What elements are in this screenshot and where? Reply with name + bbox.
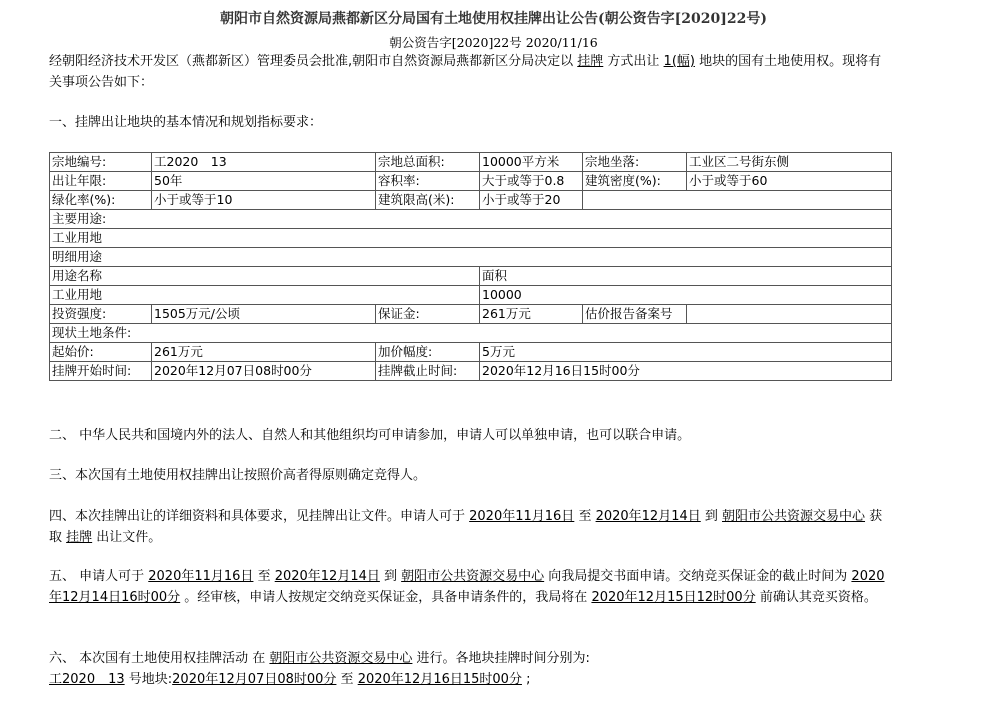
s5-confirm-time: 2020年12月15日12时00分 [591, 590, 756, 605]
table-row [50, 248, 892, 267]
intro-text-2: 方式出让 [603, 54, 664, 69]
s6-text: ; [521, 672, 531, 687]
s5-text: 至 [253, 569, 275, 584]
table-row [50, 267, 892, 286]
s6-parcel-no: 工2020 13 [49, 672, 125, 687]
cell-value: 工2020 13 [152, 153, 376, 172]
table-row [50, 324, 892, 343]
cell-value: 大于或等于0.8 [480, 172, 583, 191]
s6-text: 号地块: [124, 672, 173, 687]
table-row [50, 153, 892, 172]
s6-text: 进行。各地块挂牌时间分别为: [412, 651, 590, 666]
cell-value: 小于或等于10 [152, 191, 376, 210]
cell-value: 261万元 [480, 305, 583, 324]
transfer-method: 挂牌 [577, 54, 604, 69]
cell-value: 小于或等于60 [687, 172, 892, 191]
cell-label: 投资强度: [50, 305, 152, 324]
parcel-count: 1(幅) [663, 54, 695, 69]
intro-text-3: 地块的国有土地使用权。现将有关事项公告如下： [49, 54, 882, 90]
cell-label: 明细用途 [50, 248, 892, 267]
cell-label: 出让年限: [50, 172, 152, 191]
cell-value: 工业区二号街东侧 [687, 153, 892, 172]
table-row [50, 286, 892, 305]
cell-label: 主要用途: [50, 210, 892, 229]
s4-start-date: 2020年11月16日 [469, 509, 575, 524]
table-row [50, 210, 892, 229]
s4-text: 出让文件。 [92, 530, 162, 545]
cell-empty [687, 305, 892, 324]
s6-place: 朝阳市公共资源交易中心 [269, 651, 413, 666]
cell-label: 起始价: [50, 343, 152, 362]
s4-place: 朝阳市公共资源交易中心 [722, 509, 866, 524]
table-row [50, 362, 892, 381]
document-number: 朝公资告字[2020]22号 2020/11/16 [389, 35, 598, 50]
parcel-info-table [49, 152, 892, 381]
s5-text: 向我局提交书面申请。交纳竞买保证金的截止时间为 [544, 569, 852, 584]
cell-label: 估价报告备案号 [583, 305, 687, 324]
cell-label: 用途名称 [50, 267, 480, 286]
cell-label: 绿化率(%): [50, 191, 152, 210]
cell-label: 面积 [480, 267, 892, 286]
page-title: 朝阳市自然资源局燕都新区分局国有土地使用权挂牌出让公告(朝公资告字[2020]22号) [220, 11, 767, 27]
s5-place: 朝阳市公共资源交易中心 [401, 569, 545, 584]
cell-value: 261万元 [152, 343, 376, 362]
cell-value: 5万元 [480, 343, 892, 362]
cell-label: 建筑密度(%): [583, 172, 687, 191]
cell-value: 小于或等于20 [480, 191, 583, 210]
section-4-paragraph [49, 506, 894, 548]
s4-text: 获取 [49, 509, 883, 545]
cell-value: 10000平方米 [480, 153, 583, 172]
cell-empty [583, 191, 892, 210]
cell-label: 挂牌截止时间: [376, 362, 480, 381]
s6-text: 六、 本次国有土地使用权挂牌活动 在 [49, 651, 270, 666]
section-3-paragraph: 三、本次国有土地使用权挂牌出让按照价高者得原则确定竞得人。 [49, 468, 427, 483]
s6-end-time: 2020年12月16日15时00分 [357, 672, 522, 687]
s4-text: 到 [700, 509, 723, 524]
section-2-paragraph: 二、 中华人民共和国境内外的法人、自然人和其他组织均可申请参加，申请人可以单独申请，也可以联合申请。 [49, 428, 691, 443]
section-5-paragraph [49, 566, 894, 608]
cell-label: 建筑限高(米): [376, 191, 480, 210]
s5-deposit-deadline: 2020年12月14日16时00分 [49, 569, 885, 605]
cell-label: 挂牌开始时间: [50, 362, 152, 381]
cell-label: 保证金: [376, 305, 480, 324]
cell-label: 宗地编号: [50, 153, 152, 172]
cell-label: 宗地坐落: [583, 153, 687, 172]
intro-text-1: 经朝阳经济技术开发区（燕都新区）管理委员会批准,朝阳市自然资源局燕都新区分局决定以 [49, 54, 578, 69]
cell-value: 1505万元/公顷 [152, 305, 376, 324]
s5-text: 五、 申请人可于 [49, 569, 149, 584]
section-6-paragraph [49, 648, 894, 690]
cell-label: 容积率: [376, 172, 480, 191]
table-row [50, 305, 892, 324]
s4-text: 至 [574, 509, 596, 524]
s5-text: 。经审核，申请人按规定交纳竞买保证金，具备申请条件的，我局将在 [180, 590, 592, 605]
cell-value: 工业用地 [50, 286, 480, 305]
s4-method: 挂牌 [66, 530, 93, 545]
table-row [50, 191, 892, 210]
s5-text: 前确认其竞买资格。 [755, 590, 877, 605]
s6-text: 至 [336, 672, 358, 687]
cell-value: 2020年12月16日15时00分 [480, 362, 892, 381]
s5-text: 到 [379, 569, 402, 584]
cell-label: 现状土地条件: [50, 324, 892, 343]
intro-paragraph [49, 51, 894, 93]
table-row [50, 172, 892, 191]
cell-value: 10000 [480, 286, 892, 305]
section-1-heading: 一、挂牌出让地块的基本情况和规划指标要求： [49, 115, 323, 130]
s5-start-date: 2020年11月16日 [148, 569, 254, 584]
table-row [50, 343, 892, 362]
table-row [50, 229, 892, 248]
s6-start-time: 2020年12月07日08时00分 [172, 672, 337, 687]
cell-label: 加价幅度: [376, 343, 480, 362]
cell-label: 宗地总面积: [376, 153, 480, 172]
s4-text: 四、本次挂牌出让的详细资料和具体要求，见挂牌出让文件。申请人可于 [49, 509, 470, 524]
cell-value: 工业用地 [50, 229, 892, 248]
s5-end-date: 2020年12月14日 [274, 569, 380, 584]
cell-value: 2020年12月07日08时00分 [152, 362, 376, 381]
s4-end-date: 2020年12月14日 [595, 509, 701, 524]
cell-value: 50年 [152, 172, 376, 191]
